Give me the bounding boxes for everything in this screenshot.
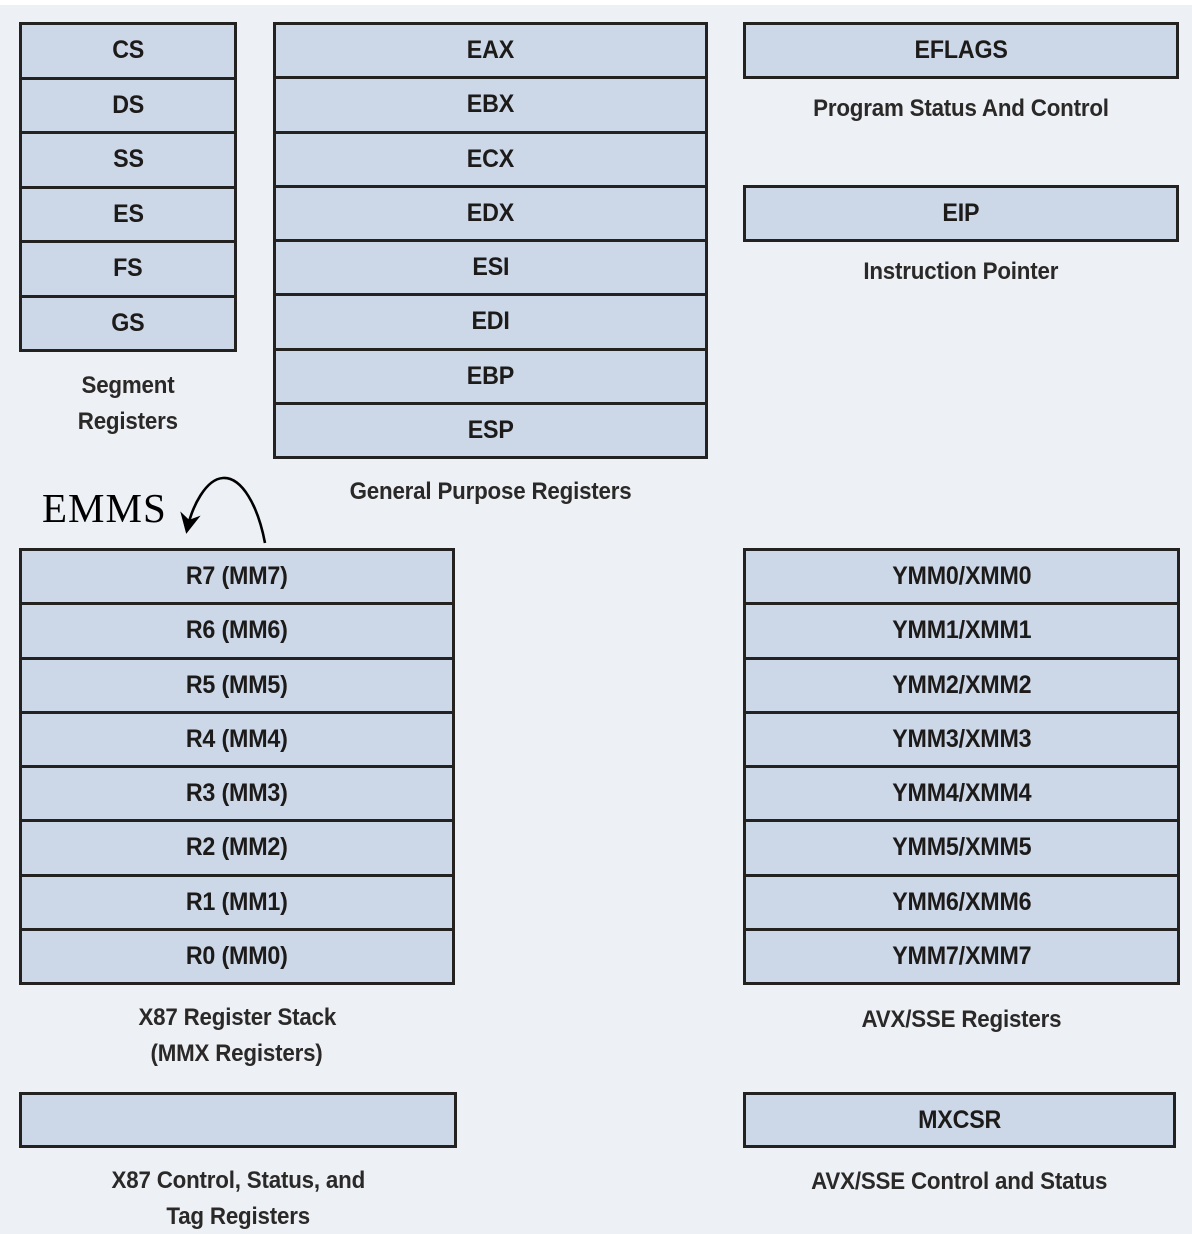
x87-register-stack <box>19 548 455 985</box>
avx-sse-registers-stack <box>743 548 1180 985</box>
mxcsr-register <box>743 1092 1176 1148</box>
register-label: YMM7/XMM7 <box>891 941 1032 970</box>
register-label: FS <box>113 254 143 283</box>
register-label: EDX <box>466 198 515 227</box>
register-label: EAX <box>466 36 515 65</box>
register-cell <box>22 822 452 876</box>
register-label: YMM0/XMM0 <box>891 562 1032 591</box>
caption-line: Tag Registers <box>166 1203 310 1230</box>
caption-line: AVX/SSE Registers <box>861 1006 1062 1033</box>
register-label: EBX <box>466 90 515 119</box>
register-label: SS <box>112 145 144 174</box>
register-cell <box>276 134 705 188</box>
register-label: R4 (MM4) <box>186 724 288 753</box>
register-label: ES <box>112 199 144 228</box>
x87-control-register <box>19 1092 457 1148</box>
register-cell <box>22 243 234 298</box>
x87-control-caption <box>19 1163 457 1234</box>
register-label: YMM5/XMM5 <box>891 833 1032 862</box>
emms-annotation: EMMS <box>42 485 167 531</box>
register-label: YMM3/XMM3 <box>891 724 1032 753</box>
caption-line: (MMX Registers) <box>150 1040 324 1067</box>
eflags-register <box>743 22 1179 79</box>
register-cell <box>746 551 1177 605</box>
register-label: GS <box>111 308 145 337</box>
register-label: R3 (MM3) <box>186 779 288 808</box>
segment-registers-caption <box>19 368 237 440</box>
register-cell <box>22 134 234 189</box>
register-label: YMM6/XMM6 <box>891 887 1032 916</box>
register-label: EIP <box>942 199 980 227</box>
caption-line: Segment <box>81 372 175 399</box>
register-cell <box>22 298 234 350</box>
register-cell <box>22 768 452 822</box>
register-label: DS <box>112 90 144 119</box>
register-cell <box>22 80 234 135</box>
caption-line: X87 Control, Status, and <box>111 1167 365 1194</box>
register-label: EFLAGS <box>914 36 1008 64</box>
register-label: R0 (MM0) <box>186 941 288 970</box>
register-label: R6 (MM6) <box>186 616 288 645</box>
page-margin <box>0 0 1192 5</box>
register-label: R1 (MM1) <box>186 887 288 916</box>
register-cell <box>746 931 1177 982</box>
segment-registers-stack <box>19 22 237 352</box>
register-label: R7 (MM7) <box>186 562 288 591</box>
register-label: EBP <box>466 361 515 390</box>
register-cell <box>746 877 1177 931</box>
register-cell <box>22 25 234 80</box>
register-cell <box>746 822 1177 876</box>
register-label: EDI <box>471 307 510 336</box>
general-purpose-registers-caption <box>273 474 708 510</box>
register-cell <box>22 551 452 605</box>
register-cell <box>276 242 705 296</box>
caption-line: Registers <box>77 408 179 435</box>
eflags-caption <box>743 91 1179 127</box>
register-cell <box>276 405 705 456</box>
caption-line: X87 Register Stack <box>138 1004 336 1031</box>
caption-line: AVX/SSE Control and Status <box>811 1168 1108 1195</box>
register-cell <box>746 605 1177 659</box>
register-cell <box>22 605 452 659</box>
register-cell <box>746 714 1177 768</box>
general-purpose-registers-stack <box>273 22 708 459</box>
register-label: YMM4/XMM4 <box>891 779 1032 808</box>
register-label: ESP <box>467 415 514 444</box>
register-label: ECX <box>466 144 515 173</box>
register-label: YMM1/XMM1 <box>891 616 1032 645</box>
register-label: MXCSR <box>917 1105 1002 1134</box>
eip-register <box>743 185 1179 242</box>
register-cell <box>22 714 452 768</box>
eip-caption <box>743 254 1179 290</box>
register-cell <box>22 931 452 982</box>
register-label: ESI <box>472 253 509 282</box>
register-cell <box>22 189 234 244</box>
register-cell <box>276 25 705 79</box>
x87-register-stack-caption <box>19 1000 455 1072</box>
avx-sse-registers-caption <box>743 1002 1180 1038</box>
caption-line: Program Status And Control <box>813 95 1109 122</box>
register-label: R2 (MM2) <box>186 833 288 862</box>
caption-line: Instruction Pointer <box>863 258 1059 285</box>
register-cell <box>746 660 1177 714</box>
register-label: R5 (MM5) <box>186 670 288 699</box>
register-label: CS <box>112 36 144 65</box>
register-cell <box>276 296 705 350</box>
register-cell <box>276 351 705 405</box>
mxcsr-caption <box>743 1164 1176 1200</box>
register-label: YMM2/XMM2 <box>891 670 1032 699</box>
register-cell <box>276 188 705 242</box>
register-cell <box>22 877 452 931</box>
register-cell <box>276 79 705 133</box>
caption-line: General Purpose Registers <box>349 478 632 505</box>
register-cell <box>746 768 1177 822</box>
register-cell <box>22 660 452 714</box>
